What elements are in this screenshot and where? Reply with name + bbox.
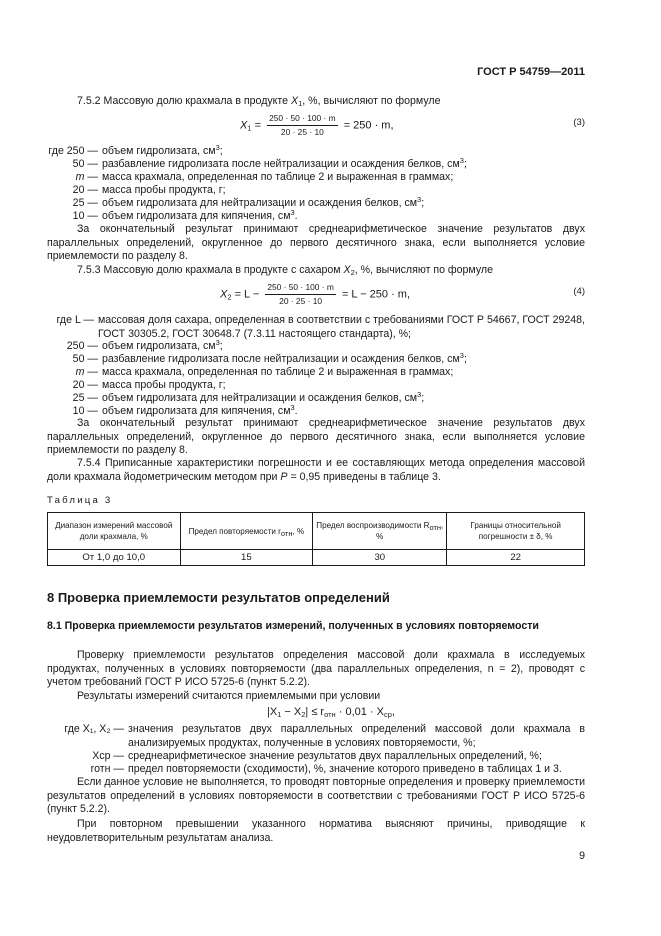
- table-cell: 30: [313, 550, 447, 566]
- formula-4-number: (4): [573, 286, 585, 297]
- definition-item: где 250 — объем гидролизата, $см^3$;: [48, 143, 223, 157]
- table-header-error-bounds: Границы относительной погрешности ± δ, %: [447, 513, 585, 550]
- table-header-range: Диапазон измерений массовой доли крахмала, %: [48, 513, 181, 550]
- table-header-row: [48, 513, 585, 550]
- table-3-caption: Таблица 3: [47, 495, 113, 506]
- definition-item: 25 — объем гидролизата для нейтрализации и осаждения белков, $см^3$;: [72, 390, 425, 404]
- definition-item: m — масса крахмала, определенная по таблице 2 и выраженная в граммах;: [75, 366, 454, 378]
- table-header-reproducibility: Предел воспроизводимости $R_{отн}$, %: [313, 513, 447, 550]
- conclusion-paragraph-2: За окончательный результат принимают среднеарифметическое значение результатов двух параллельных определений, округленное до первого десятичного знака, если выполняется условие приемлемости по разделу 8.: [47, 417, 585, 457]
- page-number: 9: [579, 850, 585, 862]
- formula-4-fraction: $\frac{250 \cdot 50 \cdot 100 \cdot m}{20 \cdot 25 \cdot 10}$: [267, 282, 334, 306]
- definition-item: 25 — объем гидролизата для нейтрализации и осаждения белков, $см^3$;: [72, 195, 425, 209]
- formula-3: [47, 110, 585, 140]
- formula-3-number: (3): [573, 117, 585, 128]
- section-8-1-paragraph-1: Проверку приемлемости результатов определения массовой доли крахмала в исследуемых продуктах, полученных в условиях повторяемости (два параллельных определения, n = 2), проводят с учетом требований ГОСТ Р ИСО 5725-6 (пункт 5.2.2).: [47, 649, 585, 689]
- section-8-heading: 8 Проверка приемлемости результатов определений: [47, 590, 390, 605]
- section-8-1-paragraph-3: Если данное условие не выполняется, то проводят повторные определения и проверку приемлемости результатов определений в условиях повторяемости в соответствии с требованиями ГОСТ Р ИСО 5725-6 (пункт 5.2.2).: [47, 776, 585, 816]
- formula-3-fraction: $\frac{250 \cdot 50 \cdot 100 \cdot m}{20 \cdot 25 \cdot 10}$: [269, 113, 336, 137]
- clause-7-5-3-intro: 7.5.3 Массовую долю крахмала в продукте с сахаром $X_2$, %, вычисляют по формуле: [77, 264, 493, 277]
- table-row: [48, 550, 585, 566]
- definition-item: rотн — предел повторяемости (сходимости), %, значение которого приведено в таблицах 1 и 3.: [90, 763, 562, 775]
- formula-3-expression: $X_1$ = $\frac{250 \cdot 50 \cdot 100 \cdot m}{20 \cdot 25 \cdot 10}$ = 250 · m,: [240, 113, 394, 137]
- document-header-id: ГОСТ Р 54759—2011: [477, 66, 585, 78]
- section-8-1-paragraph-2: Результаты измерений считаются приемлемыми при условии: [77, 690, 381, 702]
- definition-item: 10 — объем гидролизата для кипячения, $см^3$.: [72, 208, 298, 222]
- clause-7-5-2-intro: 7.5.2 Массовую долю крахмала в продукте $X_1$, %, вычисляют по формуле: [77, 95, 441, 108]
- definition-item: Xср — среднеарифметическое значение результатов двух параллельных определений, %;: [92, 750, 542, 762]
- table-3: [47, 512, 585, 566]
- definition-item: 250 — объем гидролизата, $см^3$;: [66, 338, 223, 352]
- definition-item: где L — массовая доля сахара, определенная в соответствии с требованиями ГОСТ Р 54667, ГОСТ 29248, ГОСТ 30305.2, ГОСТ 30648.7 (7.3.11 настоящего стандарта), %;: [56, 314, 585, 340]
- definition-item: 10 — объем гидролизата для кипячения, $см^3$.: [72, 403, 298, 417]
- conclusion-paragraph-1: За окончательный результат принимают среднеарифметическое значение результатов двух параллельных определений, округленное до первого десятичного знака, если выполняется условие приемлемости по разделу 8.: [47, 223, 585, 263]
- formula-4-expression: $X_2 = L$ − $\frac{250 \cdot 50 \cdot 100 \cdot m}{20 \cdot 25 \cdot 10}$ = L − 250 · m,: [220, 282, 411, 306]
- definition-item: 20 — масса пробы продукта, г;: [72, 379, 226, 391]
- section-8-1-paragraph-4: При повторном превышении указанного норматива выясняют причины, приводящие к неудовлетворительным результатам анализа.: [47, 818, 585, 844]
- table-header-repeatability: Предел повторяемости $r_{отн}$, %: [180, 513, 313, 550]
- formula-4: [47, 279, 585, 309]
- definition-item: 50 — разбавление гидролизата после нейтрализации и осаждения белков, $см^3$;: [72, 351, 467, 365]
- acceptance-condition-formula: $|X_1 - X_2| \le r_{отн} \cdot 0,01 \cdot X_{ср}$,: [267, 706, 395, 719]
- clause-7-5-4: 7.5.4 Приписанные характеристики погрешности и ее составляющих метода определения массовой доли крахмала йодометрическим методом при P = 0,95 приведены в таблице 3.: [47, 457, 585, 483]
- definition-item: m — масса крахмала, определенная по таблице 2 и выраженная в граммах;: [75, 171, 454, 183]
- table-cell: От 1,0 до 10,0: [48, 550, 181, 566]
- definition-item: 20 — масса пробы продукта, г;: [72, 184, 226, 196]
- table-cell: 22: [447, 550, 585, 566]
- definition-item: где X₁, X₂ — значения результатов двух параллельных определений массовой доли крахмала в анализируемых продуктах, полученные в условиях повторяемости, %;: [64, 723, 585, 749]
- definition-item: 50 — разбавление гидролизата после нейтрализации и осаждения белков, $см^3$;: [72, 156, 467, 170]
- table-cell: 15: [180, 550, 313, 566]
- section-8-1-heading: 8.1 Проверка приемлемости результатов измерений, полученных в условиях повторяемости: [47, 620, 539, 632]
